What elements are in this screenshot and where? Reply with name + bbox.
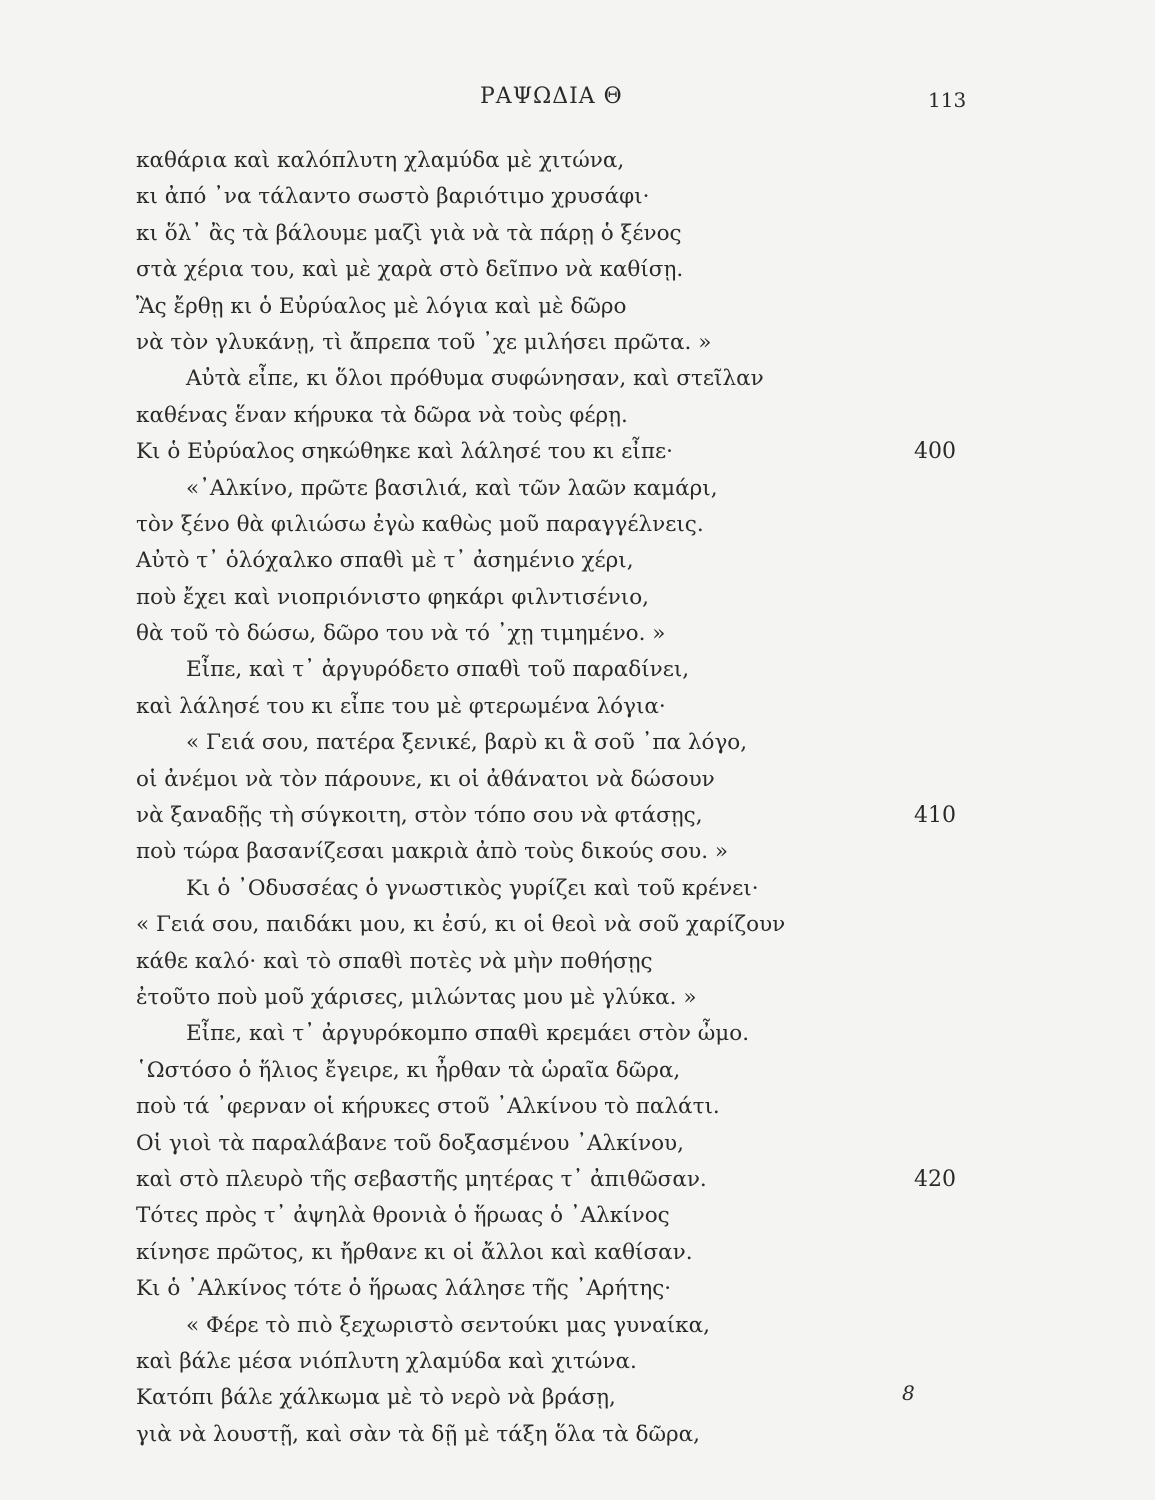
verse-line — [0, 471, 1155, 507]
verse-number: 420 — [914, 1166, 956, 1192]
verse-text: Ἂς ἔρθῃ κι ὁ Εὐρύαλος μὲ λόγια καὶ μὲ δῶρο — [136, 293, 627, 319]
verse-text: Κι ὁ ᾿Οδυσσέας ὁ γνωστικὸς γυρίζει καὶ τοῦ κρένει· — [186, 875, 759, 901]
verse-text: κίνησε πρῶτος, κι ἤρθανε κι οἱ ἄλλοι καὶ καθίσαν. — [136, 1239, 693, 1265]
verse-line — [0, 1380, 1155, 1416]
verse-line — [0, 1308, 1155, 1344]
verse-line — [0, 1417, 1155, 1453]
verse-line — [0, 907, 1155, 943]
verse-text: ποὺ τώρα βασανίζεσαι μακριὰ ἀπὸ τοὺς δικούς σου. » — [136, 839, 729, 865]
verse-text: στὰ χέρια του, καὶ μὲ χαρὰ στὸ δεῖπνο νὰ καθίσῃ. — [136, 257, 684, 283]
verse-text: Κι ὁ ᾿Αλκίνος τότε ὁ ἥρωας λάλησε τῆς ᾿Αρήτης· — [136, 1276, 672, 1302]
verse-text: κι ὅλ᾿ ἂς τὰ βάλουμε μαζὶ γιὰ νὰ τὰ πάρῃ ὁ ξένος — [136, 220, 682, 246]
verse-text: Εἶπε, καὶ τ᾿ ἀργυρόκομπο σπαθὶ κρεμάει στὸν ὦμο. — [186, 1021, 750, 1047]
verse-line — [0, 616, 1155, 652]
verse-line — [0, 834, 1155, 870]
verse-text: ἐτοῦτο ποὺ μοῦ χάρισες, μιλώντας μου μὲ γλύκα. » — [136, 984, 697, 1010]
verse-line — [0, 1053, 1155, 1089]
verse-number: 410 — [914, 803, 956, 829]
running-head: ΡΑΨΩΔΙΑ Θ — [480, 84, 623, 109]
verse-line — [0, 1235, 1155, 1271]
verse-line — [0, 507, 1155, 543]
verse-line — [0, 980, 1155, 1016]
verse-text: Οἱ γιοὶ τὰ παραλάβανε τοῦ δοξασμένου ᾿Αλκίνου, — [136, 1130, 684, 1156]
verse-line — [0, 798, 1155, 834]
verse-text: θὰ τοῦ τὸ δώσω, δῶρο του νὰ τό ᾿χῃ τιμημένο. » — [136, 621, 666, 647]
verse-line — [0, 325, 1155, 361]
verse-line — [0, 689, 1155, 725]
verse-line — [0, 1162, 1155, 1198]
verse-text: κάθε καλό· καὶ τὸ σπαθὶ ποτὲς νὰ μὴν ποθήσῃς — [136, 948, 653, 974]
verse-text: ῾Ωστόσο ὁ ἥλιος ἔγειρε, κι ἦρθαν τὰ ὡραῖα δῶρα, — [136, 1057, 681, 1083]
verse-text: νὰ τὸν γλυκάνῃ, τὶ ἄπρεπα τοῦ ᾿χε μιλήσει πρῶτα. » — [136, 329, 712, 355]
verse-line — [0, 762, 1155, 798]
verse-line — [0, 1344, 1155, 1380]
verse-text: Αὐτὰ εἶπε, κι ὅλοι πρόθυμα συφώνησαν, καὶ στεῖλαν — [186, 366, 764, 392]
verse-text: καὶ στὸ πλευρὸ τῆς σεβαστῆς μητέρας τ᾿ ἀπιθῶσαν. — [136, 1166, 707, 1192]
verse-text: Τότες πρὸς τ᾿ ἀψηλὰ θρονιὰ ὁ ἥρωας ὁ ᾿Αλκίνος — [136, 1203, 670, 1229]
verse-line — [0, 652, 1155, 688]
verse-line — [0, 361, 1155, 397]
verse-line — [0, 580, 1155, 616]
verse-text: κι ἀπό ᾿να τάλαντο σωστὸ βαριότιμο χρυσάφι· — [136, 184, 650, 210]
verse-text: γιὰ νὰ λουστῇ, καὶ σὰν τὰ δῇ μὲ τάξη ὅλα τὰ δῶρα, — [136, 1421, 700, 1447]
verse-text: καθένας ἕναν κήρυκα τὰ δῶρα νὰ τοὺς φέρῃ. — [136, 402, 628, 428]
verse-text: καθάρια καὶ καλόπλυτη χλαμύδα μὲ χιτώνα, — [136, 148, 625, 173]
verse-line — [0, 1016, 1155, 1052]
verse-line — [0, 725, 1155, 761]
verse-text: νὰ ξαναδῇς τὴ σύγκοιτη, στὸν τόπο σου νὰ φτάσῃς, — [136, 803, 703, 829]
verse-text: καὶ βάλε μέσα νιόπλυτη χλαμύδα καὶ χιτώνα. — [136, 1348, 637, 1374]
verse-line — [0, 434, 1155, 470]
verse-text: «᾿Αλκίνο, πρῶτε βασιλιά, καὶ τῶν λαῶν καμάρι, — [186, 475, 718, 501]
verse-text: τὸν ξένο θὰ φιλιώσω ἐγὼ καθὼς μοῦ παραγγέλνεις. — [136, 511, 704, 537]
verse-line — [0, 289, 1155, 325]
verse-text: « Γειά σου, παιδάκι μου, κι ἐσύ, κι οἱ θεοὶ νὰ σοῦ χαρίζουν — [136, 912, 786, 938]
verse-text: καὶ λάλησέ του κι εἶπε του μὲ φτερωμένα λόγια· — [136, 693, 666, 719]
verse-line — [0, 1198, 1155, 1234]
signature-mark: 8 — [902, 1381, 915, 1405]
verse-line — [0, 179, 1155, 215]
verse-text: οἱ ἀνέμοι νὰ τὸν πάρουνε, κι οἱ ἀθάνατοι νὰ δώσουν — [136, 766, 715, 792]
verse-text: ποὺ ἔχει καὶ νιοπριόνιστο φηκάρι φιλντισένιο, — [136, 584, 649, 610]
verse-line — [0, 1271, 1155, 1307]
verse-text: Κι ὁ Εὐρύαλος σηκώθηκε καὶ λάλησέ του κι εἶπε· — [136, 439, 673, 465]
verse-number: 400 — [914, 439, 956, 465]
page-number: 113 — [928, 88, 967, 112]
verse-line — [0, 944, 1155, 980]
verse-line — [0, 252, 1155, 288]
verse-line — [0, 871, 1155, 907]
verse-text: Εἶπε, καὶ τ᾿ ἀργυρόδετο σπαθὶ τοῦ παραδίνει, — [186, 657, 690, 683]
verse-line — [0, 1126, 1155, 1162]
verse-line — [0, 398, 1155, 434]
verse-list — [0, 143, 1155, 1453]
verse-line — [0, 216, 1155, 252]
page-header — [0, 84, 1155, 124]
verse-line — [0, 143, 1155, 179]
verse-text: « Φέρε τὸ πιὸ ξεχωριστὸ σεντούκι μας γυναίκα, — [186, 1312, 710, 1338]
verse-text: ποὺ τά ᾿φερναν οἱ κήρυκες στοῦ ᾿Αλκίνου τὸ παλάτι. — [136, 1094, 720, 1120]
verse-text: Κατόπι βάλε χάλκωμα μὲ τὸ νερὸ νὰ βράσῃ, — [136, 1385, 616, 1411]
verse-text: « Γειά σου, πατέρα ξενικέ, βαρὺ κι ἃ σοῦ ᾿πα λόγο, — [186, 730, 748, 756]
verse-text: Αὐτὸ τ᾿ ὁλόχαλκο σπαθὶ μὲ τ᾿ ἀσημένιο χέρι, — [136, 548, 634, 574]
verse-line — [0, 1089, 1155, 1125]
verse-line — [0, 543, 1155, 579]
